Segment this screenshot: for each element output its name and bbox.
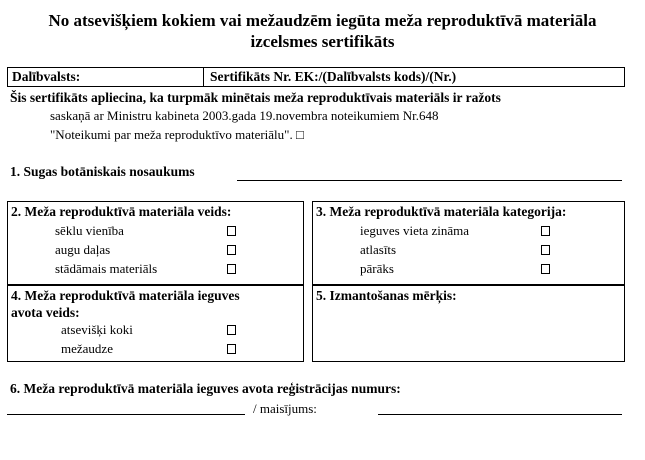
species-name-label: 1. Sugas botāniskais nosaukums	[10, 164, 195, 179]
option-single-trees: atsevišķi koki	[61, 322, 133, 337]
material-type-box	[7, 201, 304, 285]
intro-statement: Šis sertifikāts apliecina, ka turpmāk minētais meža reproduktīvais materiāls ir ražots	[10, 90, 501, 105]
checkbox-plant-parts[interactable]	[227, 245, 236, 255]
material-category-box	[312, 201, 625, 285]
purpose-box[interactable]	[312, 285, 625, 362]
option-qualified: pārāks	[360, 261, 394, 276]
header-table	[7, 67, 625, 87]
checkbox-stand[interactable]	[227, 344, 236, 354]
title-line-1: No atsevišķiem kokiem vai mežaudzēm iegūta meža reproduktīvā materiāla	[48, 11, 597, 30]
member-state-cell[interactable]: Dalībvalsts:	[8, 68, 204, 86]
option-planting-stock: stādāmais materiāls	[55, 261, 158, 276]
material-type-heading: 2. Meža reproduktīvā materiāla veids:	[11, 204, 232, 219]
option-source-identified: ieguves vieta zināma	[360, 223, 470, 238]
title-line-2: izcelsmes sertifikāts	[250, 32, 395, 51]
intro-regulation: saskaņā ar Ministru kabineta 2003.gada 19.novembra noteikumiem Nr.648	[50, 108, 439, 123]
option-stand: mežaudze	[61, 341, 113, 356]
basic-material-type-box	[7, 285, 304, 362]
purpose-heading: 5. Izmantošanas mērķis:	[316, 288, 457, 303]
basic-material-heading-2: avota veids:	[11, 305, 80, 320]
checkbox-single-trees[interactable]	[227, 325, 236, 335]
intro-regulation-title: "Noteikumi par meža reproduktīvo materiālu". □	[50, 127, 304, 142]
registration-number-label: 6. Meža reproduktīvā materiāla ieguves avota reģistrācijas numurs:	[10, 381, 401, 396]
checkbox-selected[interactable]	[541, 245, 550, 255]
option-seed-lot: sēklu vienība	[55, 223, 124, 238]
checkbox-qualified[interactable]	[541, 264, 550, 274]
certificate-number-cell[interactable]: Sertifikāts Nr. EK:/(Dalībvalsts kods)/(Nr.)	[210, 69, 457, 84]
species-name-field[interactable]	[237, 180, 622, 181]
mixture-field[interactable]	[378, 414, 622, 415]
checkbox-planting-stock[interactable]	[227, 264, 236, 274]
option-plant-parts: augu daļas	[55, 242, 111, 257]
checkbox-source-identified[interactable]	[541, 226, 550, 236]
mixture-label: / maisījums:	[253, 401, 317, 416]
checkbox-seed-lot[interactable]	[227, 226, 236, 236]
option-selected: atlasīts	[360, 242, 397, 257]
basic-material-heading-1: 4. Meža reproduktīvā materiāla ieguves	[11, 288, 240, 303]
registration-number-field[interactable]	[7, 414, 245, 415]
material-category-heading: 3. Meža reproduktīvā materiāla kategorija:	[316, 204, 567, 219]
